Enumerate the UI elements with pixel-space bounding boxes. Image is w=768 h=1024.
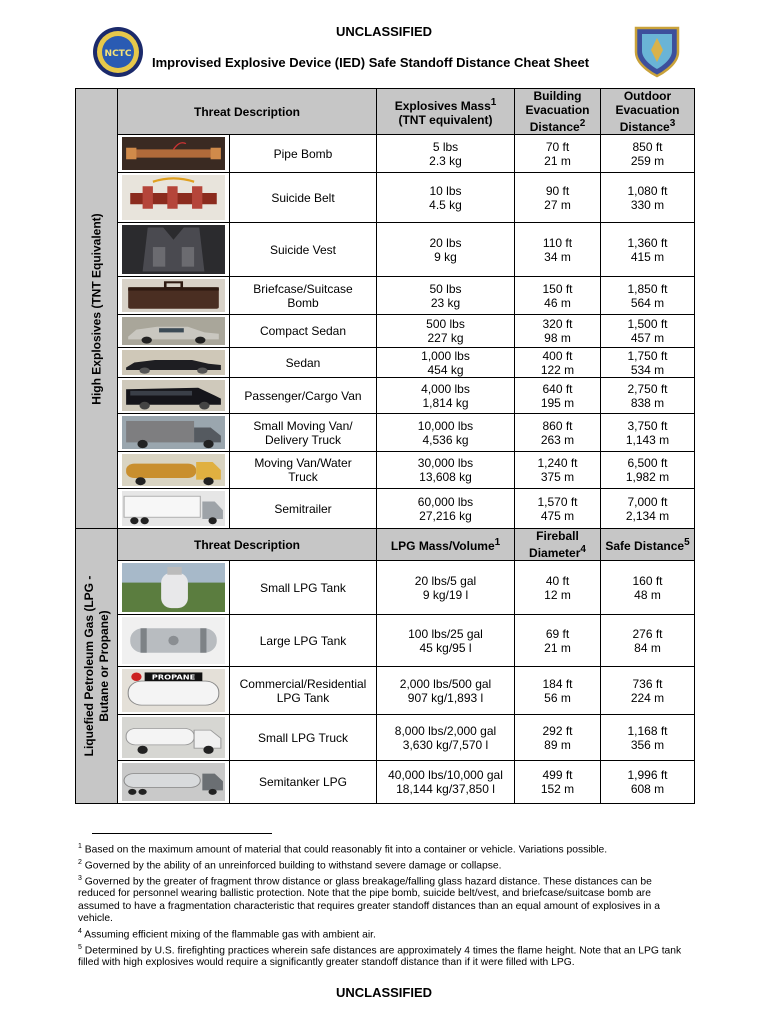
high_explosives-mass-cell: 500 lbs 227 kg — [377, 315, 515, 348]
high_explosives-building-cell: 90 ft 27 m — [515, 173, 601, 223]
lpg-row — [76, 667, 695, 715]
footnote-ref: 3 — [669, 118, 676, 129]
water-truck-photo — [122, 454, 225, 486]
threat-image-cell — [118, 378, 230, 414]
high_explosives-building-cell: 400 ft 122 m — [515, 348, 601, 378]
high_explosives-mass-cell: 20 lbs 9 kg — [377, 223, 515, 277]
threat-image-cell — [118, 452, 230, 489]
lpg-section-label-line2: Butane or Propane) — [96, 610, 111, 722]
lpg-header-row — [76, 529, 695, 561]
header-explosives-mass-sublabel: (TNT equivalent) — [398, 113, 493, 127]
commercial-lpg-tank-photo — [122, 669, 225, 712]
high-explosives-section-label: High Explosives (TNT Equivalent) — [89, 212, 103, 405]
header-explosives-mass — [377, 89, 515, 135]
lpg-section-label-line1: Liquefied Petroleum Gas (LPG - — [81, 575, 96, 757]
high_explosives-outdoor-cell: 1,080 ft 330 m — [601, 173, 695, 223]
shield-logo — [632, 24, 682, 78]
lpg-mass-cell: 8,000 lbs/2,000 gal 3,630 kg/7,570 l — [377, 715, 515, 761]
threat-image-cell — [118, 715, 230, 761]
high_explosives-building-cell: 110 ft 34 m — [515, 223, 601, 277]
high_explosives-row — [76, 414, 695, 452]
lpg-fireball-cell: 292 ft 89 m — [515, 715, 601, 761]
footnote-3 — [78, 873, 688, 926]
lpg-row — [76, 761, 695, 804]
lpg-safe-cell: 1,168 ft 356 m — [601, 715, 695, 761]
high_explosives-building-cell: 70 ft 21 m — [515, 135, 601, 173]
lpg-safe-cell: 736 ft 224 m — [601, 667, 695, 715]
lpg-threat-cell: Semitanker LPG — [230, 761, 377, 804]
high_explosives-threat-cell: Small Moving Van/ Delivery Truck — [230, 414, 377, 452]
document-title: Improvised Explosive Device (IED) Safe Standoff Distance Cheat Sheet — [152, 55, 590, 70]
header-explosives-mass-label: Explosives Mass — [394, 99, 491, 113]
high_explosives-outdoor-cell: 3,750 ft 1,143 m — [601, 414, 695, 452]
standoff-distance-table — [75, 88, 695, 804]
high_explosives-outdoor-cell: 1,500 ft 457 m — [601, 315, 695, 348]
small-lpg-tank-photo — [122, 563, 225, 612]
high_explosives-row — [76, 173, 695, 223]
high_explosives-building-cell: 640 ft 195 m — [515, 378, 601, 414]
lpg-fireball-cell: 499 ft 152 m — [515, 761, 601, 804]
high_explosives-building-cell: 860 ft 263 m — [515, 414, 601, 452]
compact-sedan-photo — [122, 317, 225, 345]
lpg-row — [76, 615, 695, 667]
header-threat-description: Threat Description — [118, 529, 377, 561]
header-outdoor-evacuation-label: Outdoor Evacuation Distance — [615, 89, 680, 134]
bottom-classification: UNCLASSIFIED — [335, 985, 433, 1000]
high_explosives-mass-cell: 1,000 lbs 454 kg — [377, 348, 515, 378]
high_explosives-row — [76, 135, 695, 173]
footnote-number: 4 — [78, 927, 82, 935]
high_explosives-threat-cell: Pipe Bomb — [230, 135, 377, 173]
suicide-vest-photo — [122, 225, 225, 274]
footnote-text: Governed by the ability of an unreinforced building to withstand severe damage or collapse. — [84, 860, 502, 872]
footnote-number: 2 — [78, 858, 82, 866]
svg-text:NCTC: NCTC — [104, 49, 132, 59]
footnote-divider — [92, 833, 272, 834]
lpg-threat-cell: Large LPG Tank — [230, 615, 377, 667]
small-lpg-truck-photo — [122, 717, 225, 758]
footnote-ref: 1 — [490, 97, 497, 108]
high_explosives-outdoor-cell: 1,850 ft 564 m — [601, 277, 695, 315]
threat-image-cell — [118, 414, 230, 452]
lpg-fireball-cell: 40 ft 12 m — [515, 561, 601, 615]
header-lpg-mass-volume-label: LPG Mass/Volume — [390, 539, 495, 553]
semitanker-lpg-photo — [122, 763, 225, 801]
high_explosives-row — [76, 315, 695, 348]
footnote-5 — [78, 942, 688, 970]
high_explosives-outdoor-cell: 1,360 ft 415 m — [601, 223, 695, 277]
lpg-row — [76, 715, 695, 761]
footnote-ref: 4 — [580, 544, 586, 555]
high_explosives-row — [76, 378, 695, 414]
high_explosives-mass-cell: 10,000 lbs 4,536 kg — [377, 414, 515, 452]
briefcase-photo — [122, 279, 225, 312]
high-explosives-section-cell — [76, 89, 118, 529]
small-moving-van-photo — [122, 416, 225, 449]
lpg-safe-cell: 276 ft 84 m — [601, 615, 695, 667]
threat-image-cell — [118, 667, 230, 715]
header-building-evacuation — [515, 89, 601, 135]
high_explosives-threat-cell: Moving Van/Water Truck — [230, 452, 377, 489]
high_explosives-outdoor-cell: 1,750 ft 534 m — [601, 348, 695, 378]
high_explosives-building-cell: 1,240 ft 375 m — [515, 452, 601, 489]
lpg-row — [76, 561, 695, 615]
footnote-2 — [78, 857, 688, 873]
header-safe-distance-label: Safe Distance — [605, 539, 685, 553]
threat-image-cell — [118, 348, 230, 378]
high_explosives-building-cell: 150 ft 46 m — [515, 277, 601, 315]
lpg-safe-cell: 1,996 ft 608 m — [601, 761, 695, 804]
threat-image-cell — [118, 615, 230, 667]
lpg-fireball-cell: 69 ft 21 m — [515, 615, 601, 667]
footnote-ref: 5 — [684, 537, 690, 548]
footnote-ref: 2 — [579, 118, 586, 129]
footnote-text: Governed by the greater of fragment throw distance or glass breakage/falling glass hazard distance. These distances can be reduced for personnel wearing ballistic protection. Note that the pipe bomb, suicide belt/vest, and briefcase/suitcase bomb are assumed to have a fragmentation characteristic that requires greater standoff distances than an equal amount of explosives in a vehicle. — [78, 876, 660, 925]
header-building-evacuation-label: Building Evacuation Distance — [525, 89, 590, 134]
threat-image-cell — [118, 489, 230, 529]
threat-image-cell — [118, 277, 230, 315]
footnote-number: 3 — [78, 874, 82, 882]
footnote-number: 5 — [78, 943, 82, 951]
large-lpg-tank-photo — [122, 617, 225, 664]
lpg-safe-cell: 160 ft 48 m — [601, 561, 695, 615]
footnote-text: Based on the maximum amount of material that could reasonably fit into a container or vehicle. Variations possible. — [84, 844, 608, 856]
nctc-seal-logo — [92, 26, 144, 78]
lpg-mass-cell: 40,000 lbs/10,000 gal 18,144 kg/37,850 l — [377, 761, 515, 804]
header-lpg-mass-volume — [377, 529, 515, 561]
high_explosives-threat-cell: Passenger/Cargo Van — [230, 378, 377, 414]
high_explosives-threat-cell: Briefcase/Suitcase Bomb — [230, 277, 377, 315]
semitrailer-photo — [122, 491, 225, 526]
high_explosives-mass-cell: 4,000 lbs 1,814 kg — [377, 378, 515, 414]
lpg-mass-cell: 100 lbs/25 gal 45 kg/95 l — [377, 615, 515, 667]
header-fireball-diameter — [515, 529, 601, 561]
high_explosives-building-cell: 1,570 ft 475 m — [515, 489, 601, 529]
lpg-section-label — [82, 576, 112, 757]
high_explosives-threat-cell: Sedan — [230, 348, 377, 378]
header-fireball-diameter-label: Fireball Diameter — [529, 529, 581, 560]
footnote-ref: 1 — [494, 537, 501, 548]
high_explosives-row — [76, 452, 695, 489]
footnote-number: 1 — [78, 843, 82, 850]
threat-image-cell — [118, 561, 230, 615]
high_explosives-mass-cell: 30,000 lbs 13,608 kg — [377, 452, 515, 489]
footnote-1 — [78, 841, 688, 857]
threat-image-cell — [118, 223, 230, 277]
header-threat-description: Threat Description — [118, 89, 377, 135]
footnotes — [78, 841, 688, 970]
lpg-threat-cell: Small LPG Tank — [230, 561, 377, 615]
suicide-belt-photo — [122, 175, 225, 220]
high_explosives-threat-cell: Semitrailer — [230, 489, 377, 529]
high_explosives-mass-cell: 5 lbs 2.3 kg — [377, 135, 515, 173]
high_explosives-outdoor-cell: 7,000 ft 2,134 m — [601, 489, 695, 529]
high_explosives-row — [76, 223, 695, 277]
lpg-fireball-cell: 184 ft 56 m — [515, 667, 601, 715]
lpg-mass-cell: 2,000 lbs/500 gal 907 kg/1,893 l — [377, 667, 515, 715]
lpg-threat-cell: Small LPG Truck — [230, 715, 377, 761]
threat-image-cell — [118, 761, 230, 804]
high_explosives-building-cell: 320 ft 98 m — [515, 315, 601, 348]
header-outdoor-evacuation — [601, 89, 695, 135]
footnote-4 — [78, 926, 688, 942]
high_explosives-outdoor-cell: 6,500 ft 1,982 m — [601, 452, 695, 489]
high_explosives-mass-cell: 10 lbs 4.5 kg — [377, 173, 515, 223]
high_explosives-mass-cell: 60,000 lbs 27,216 kg — [377, 489, 515, 529]
high_explosives-threat-cell: Compact Sedan — [230, 315, 377, 348]
high_explosives-outdoor-cell: 850 ft 259 m — [601, 135, 695, 173]
threat-image-cell — [118, 173, 230, 223]
top-classification: UNCLASSIFIED — [335, 24, 433, 39]
high_explosives-mass-cell: 50 lbs 23 kg — [377, 277, 515, 315]
pipe-bomb-photo — [122, 137, 225, 170]
high_explosives-threat-cell: Suicide Belt — [230, 173, 377, 223]
high-explosives-header-row — [76, 89, 695, 135]
high_explosives-row — [76, 348, 695, 378]
lpg-threat-cell: Commercial/Residential LPG Tank — [230, 667, 377, 715]
footnote-text: Assuming efficient mixing of the flammable gas with ambient air. — [84, 929, 376, 941]
high_explosives-outdoor-cell: 2,750 ft 838 m — [601, 378, 695, 414]
lpg-section-cell — [76, 529, 118, 804]
passenger-van-photo — [122, 380, 225, 411]
threat-image-cell — [118, 315, 230, 348]
header-safe-distance — [601, 529, 695, 561]
high_explosives-threat-cell: Suicide Vest — [230, 223, 377, 277]
high_explosives-row — [76, 489, 695, 529]
lpg-mass-cell: 20 lbs/5 gal 9 kg/19 l — [377, 561, 515, 615]
high_explosives-row — [76, 277, 695, 315]
footnote-text: Determined by U.S. firefighting practices wherein safe distances are approximately 4 times the flame height. Note that an LPG tank filled with high explosives would require a significantly greater standoff distance than if it were filled with LPG. — [78, 944, 682, 969]
propane-sign-text: PROPANE — [151, 672, 196, 682]
threat-image-cell — [118, 135, 230, 173]
sedan-photo — [122, 350, 225, 375]
